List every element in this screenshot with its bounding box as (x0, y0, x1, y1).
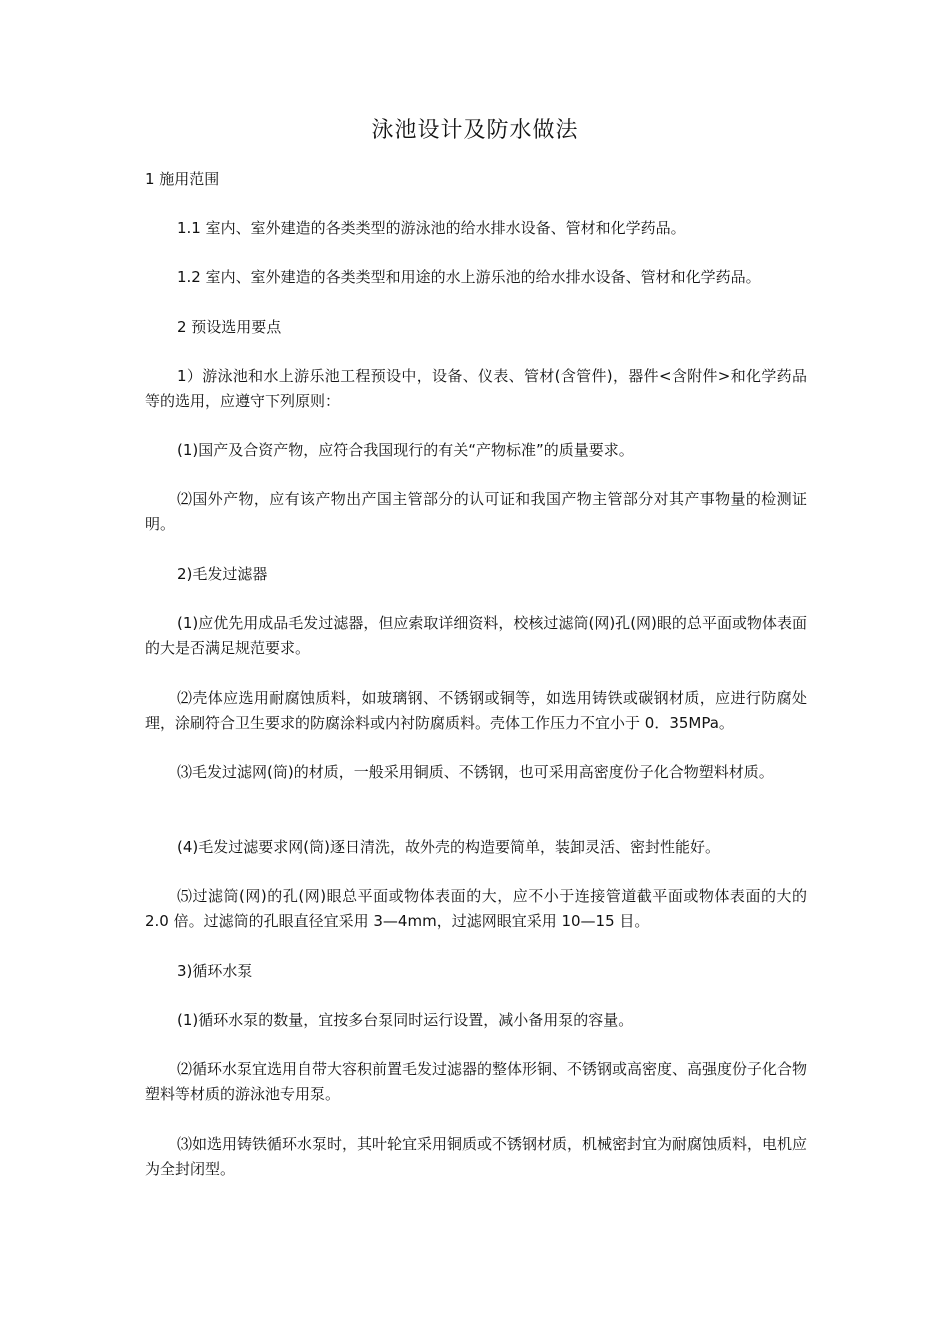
paragraph-2-1-2: ⑵国外产物，应有该产物出产国主管部分的认可证和我国产物主管部分对其产事物量的检测证明。 (145, 490, 807, 533)
paragraph-pump-1: (1)循环水泵的数量，宜按多台泵同时运行设置，减小备用泵的容量。 (177, 1011, 634, 1029)
paragraph-hair-filter-5: ⑸过滤筒(网)的孔(网)眼总平面或物体表面的大，应不小于连接管道截平面或物体表面的大的 2.0 倍。过滤筒的孔眼直径宜采用 3—4mm，过滤网眼宜采用 10—15 目。 (145, 887, 807, 930)
paragraph-1-2: 1.2 室内、室外建造的各类类型和用途的水上游乐池的给水排水设备、管材和化学药品。 (177, 268, 761, 286)
paragraph-pump-2: ⑵循环水泵宜选用自带大容积前置毛发过滤器的整体形铜、不锈钢或高密度、高强度份子化合物塑料等材质的游泳池专用泵。 (145, 1060, 808, 1103)
section-heading-1: 1 施用范围 (145, 170, 220, 188)
paragraph-2-1: 1）游泳池和水上游乐池工程预设中，设备、仪表、管材(含管件)，器件<含附件>和化学药品等的选用，应遵守下列原则： (145, 367, 807, 410)
paragraph-hair-filter-3: ⑶毛发过滤网(筒)的材质，一般采用铜质、不锈钢，也可采用高密度份子化合物塑料材质。 (177, 763, 774, 781)
paragraph-hair-filter-1: (1)应优先用成品毛发过滤器，但应索取详细资料，校核过滤筒(网)孔(网)眼的总平面或物体表面的大是否满足规范要求。 (145, 614, 807, 657)
subheading-hair-filter: 2)毛发过滤器 (177, 565, 268, 583)
paragraph-hair-filter-4: (4)毛发过滤要求网(筒)逐日清洗，故外壳的构造要简单，装卸灵活、密封性能好。 (177, 838, 720, 856)
paragraph-pump-3: ⑶如选用铸铁循环水泵时，其叶轮宜采用铜质或不锈钢材质，机械密封宜为耐腐蚀质料，电机应为全封闭型。 (145, 1135, 808, 1178)
section-heading-2: 2 预设选用要点 (177, 318, 282, 336)
document-title: 泳池设计及防水做法 (371, 118, 579, 143)
paragraph-1-1: 1.1 室内、室外建造的各类类型的游泳池的给水排水设备、管材和化学药品。 (177, 219, 686, 237)
subheading-circulation-pump: 3)循环水泵 (177, 962, 253, 980)
paragraph-2-1-1: (1)国产及合资产物，应符合我国现行的有关“产物标准”的质量要求。 (177, 441, 634, 459)
paragraph-hair-filter-2: ⑵壳体应选用耐腐蚀质料，如玻璃钢、不锈钢或铜等，如选用铸铁或碳钢材质，应进行防腐处理，涂刷符合卫生要求的防腐涂料或内衬防腐质料。壳体工作压力不宜小于 0．35MPa。 (145, 689, 807, 732)
